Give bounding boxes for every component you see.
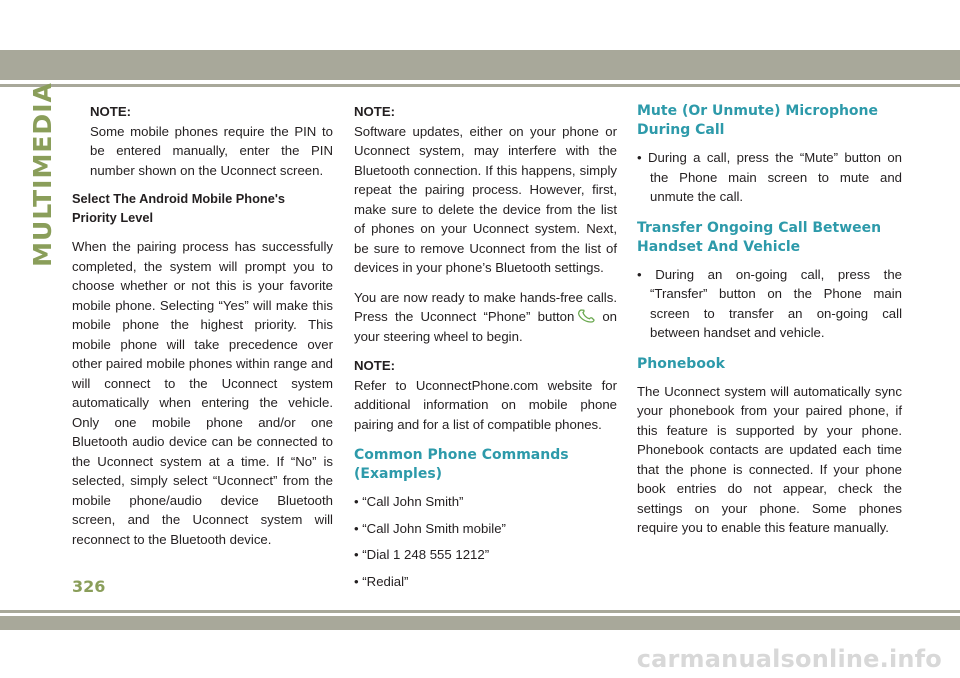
footer-rule bbox=[0, 610, 960, 613]
column-left bbox=[72, 102, 333, 559]
transfer-bullet: • During an on-going call, press the “Transfer” button on the Phone main screen to transfer an on-going call between handset and vehicle. bbox=[637, 266, 902, 340]
ready-text bbox=[354, 288, 617, 347]
header-band bbox=[0, 50, 960, 80]
mute-bullet: • During a call, press the “Mute” button on the Phone main screen to mute and unmute the call. bbox=[637, 150, 902, 204]
software-note-text: Software updates, either on your phone or Uconnect system, may interfere with the Bluetooth connection. If this happens, simply repeat the pairing process. However, first, make sure to delete the device from the list of phones on your Uconnect system. Next, be sure to remove Uconnect from the list of devices in your phone’s Bluetooth settings. bbox=[354, 123, 617, 275]
note-label: NOTE: bbox=[354, 104, 396, 119]
website-note-text: Refer to UconnectPhone.com website for additional information on mobile phone pairing and for a list of compatible phones. bbox=[354, 377, 617, 432]
note-label: NOTE: bbox=[354, 358, 396, 373]
phonebook-heading: Phonebook bbox=[637, 355, 725, 372]
subheading-priority: Select The Android Mobile Phone's Priority Level bbox=[72, 191, 286, 225]
column-middle bbox=[354, 102, 617, 598]
command-item: • “Call John Smith” bbox=[354, 494, 464, 509]
section-label: MULTIMEDIA bbox=[27, 81, 57, 267]
priority-body: When the pairing process has successfully completed, the system will prompt you to choose whether or not this is your favorite mobile phone. Selecting “Yes” will make this mobile phone the highest priority. This mobile phone will take precedence over other paired mobile phones within range and will connect to the Uconnect system automatically when entering the vehicle. Only one mobile phone and/or one Bluetooth audio device can be connected to the Uconnect system at a time. If “No” is selected, simply select “Uconnect” from the mobile phone/audio device Bluetooth screen, and the Uconnect system will reconnect to the Bluetooth device. bbox=[72, 239, 333, 547]
note-block bbox=[90, 102, 333, 180]
command-item: • “Call John Smith mobile” bbox=[354, 520, 506, 536]
page-number: 326 bbox=[72, 577, 106, 596]
phone-handset-icon bbox=[576, 309, 600, 323]
column-right bbox=[637, 102, 902, 548]
transfer-heading: Transfer Ongoing Call Between Handset And Vehicle bbox=[637, 219, 882, 255]
footer-band bbox=[0, 616, 960, 630]
command-item: • “Dial 1 248 555 1212” bbox=[354, 547, 490, 562]
watermark: carmanualsonline.info bbox=[636, 645, 942, 673]
ready-text-after: on your steering wheel to begin. bbox=[354, 309, 617, 344]
section-tab bbox=[22, 81, 62, 267]
commands-heading: Common Phone Commands (Examples) bbox=[354, 447, 569, 482]
command-item: • “Redial” bbox=[354, 573, 409, 589]
note-text: Some mobile phones require the PIN to be entered manually, enter the PIN number shown on the Uconnect screen. bbox=[90, 123, 333, 178]
note-label: NOTE: bbox=[90, 104, 132, 119]
phonebook-body: The Uconnect system will automatically sync your phonebook from your paired phone, if this feature is supported by your phone. Phonebook contacts are updated each time that the phone is connected. If your phone book entries do not appear, check the settings on your phone. Some phones require you to enable this feature manually. bbox=[637, 383, 902, 535]
ready-text-before: You are now ready to make hands-free calls. Press the Uconnect “Phone” button bbox=[354, 289, 617, 324]
mute-heading: Mute (Or Unmute) Microphone During Call bbox=[637, 103, 879, 138]
header-rule bbox=[0, 84, 960, 87]
